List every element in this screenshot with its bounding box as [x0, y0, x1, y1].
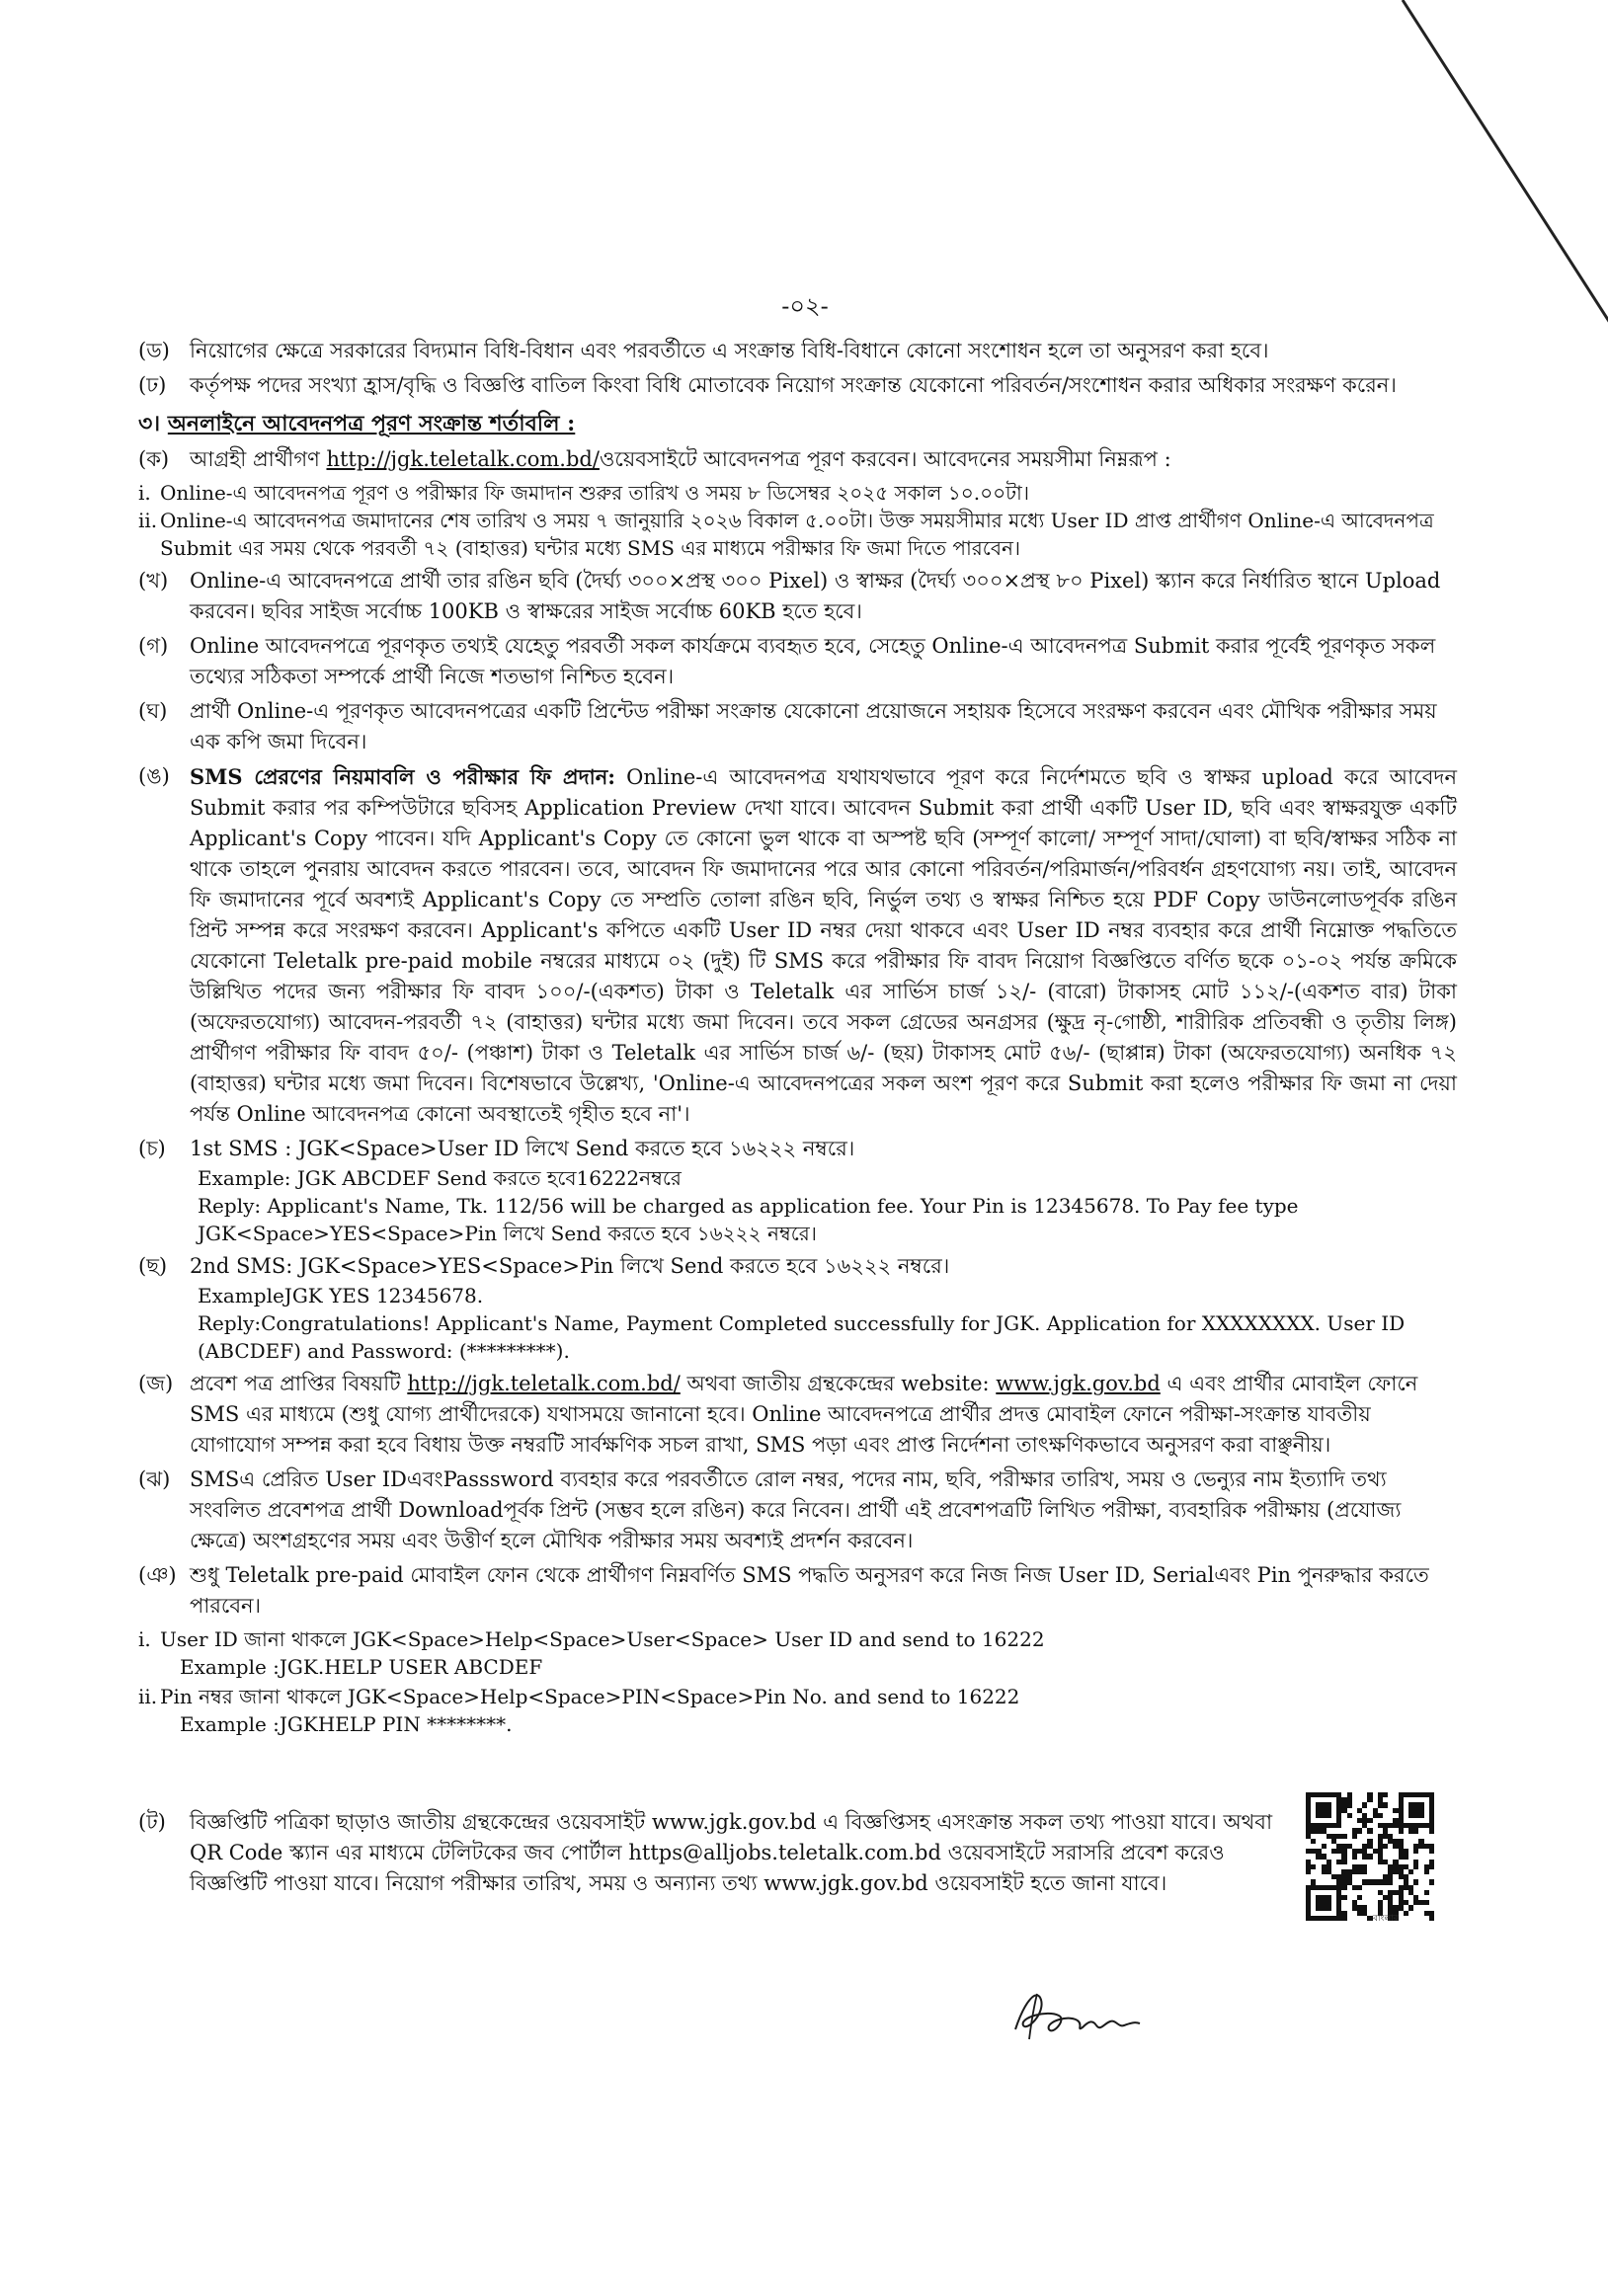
item-text: প্রার্থী Online-এ পূরণকৃত আবেদনপত্রের একটি প্রিন্টেড পরীক্ষা সংক্রান্ত যেকোনো প্রয়োজনে সহায়ক হিসেবে সংরক্ষণ করবেন এবং মৌখিক পরীক্ষার সময় এক কপি জমা দিবেন। [190, 699, 1437, 753]
qr-module [1347, 1813, 1352, 1818]
section-title: অনলাইনে আবেদনপত্র পূরণ সংক্রান্ত শর্তাবলি : [167, 411, 576, 436]
item-label: (ঞ) [138, 1563, 177, 1587]
qr-module [1327, 1905, 1331, 1910]
qr-module [1357, 1885, 1362, 1890]
qr-module [1424, 1869, 1429, 1874]
deadline-end [138, 507, 1457, 562]
item-text: কর্তৃপক্ষ পদের সংখ্যা হ্রাস/বৃদ্ধি ও বিজ্ঞপ্তি বাতিল কিংবা বিধি মোতাবেক নিয়োগ সংক্রান্ত যেকোনো পরিবর্তন/সংশোধন করার অধিকার সংরক্ষণ করেন। [190, 373, 1397, 397]
qr-module [1367, 1797, 1372, 1802]
qr-module [1429, 1864, 1434, 1869]
qr-module [1383, 1792, 1388, 1797]
qr-caption: বাংলার [1373, 1914, 1399, 1924]
qr-module [1322, 1844, 1327, 1849]
item-ka [138, 444, 1457, 475]
qr-module [1429, 1849, 1434, 1854]
item-label: (ড) [138, 339, 170, 362]
teletalk-link[interactable]: http://jgk.teletalk.com.bd/ [326, 447, 600, 471]
item-text: নিয়োগের ক্ষেত্রে সরকারের বিদ্যমান বিধি-বিধান এবং পরবর্তীতে এ সংক্রান্ত বিধি-বিধানে কোনো সংশোধন হলে তা অনুসরণ করা হবে। [190, 339, 1269, 362]
sms2-reply: Reply:Congratulations! Applicant's Name, Payment Completed successfully for JGK. Application for XXXXXXXX. User ID (ABCDEF) and Password: (*********). [198, 1311, 1406, 1363]
qr-module [1383, 1844, 1388, 1849]
item-label: (চ) [138, 1137, 166, 1160]
page-edge-line [1393, 0, 1608, 326]
roman-text: Online-এ আবেদনপত্র জমাদানের শেষ তারিখ ও সময় ৭ জানুয়ারি ২০২৬ বিকাল ৫.০০টা। উক্ত সময়সীমার মধ্যে User ID প্রাপ্ত প্রার্থীগণ Online-এ আবেদনপত্র Submit এর সময় থেকে পরবর্তী ৭২ (বাহাত্তর) ঘন্টার মধ্যে SMS এর মাধ্যমে পরীক্ষার ফি জমা দিতে পারবেন। [160, 509, 1434, 560]
retrieve-user-id [138, 1625, 1457, 1653]
qr-module [1357, 1895, 1362, 1900]
qr-module [1367, 1818, 1372, 1823]
section-heading [138, 407, 1457, 440]
qr-module [1367, 1854, 1372, 1859]
sms1-reply: Reply: Applicant's Name, Tk. 112/56 will be charged as application fee. Your Pin is 12345678. To Pay fee type JGK<Space>YES<Space>Pin লিখে Send করতে হবে ১৬২২২ নম্বরে। [198, 1194, 1299, 1245]
roman-text: Online-এ আবেদনপত্র পূরণ ও পরীক্ষার ফি জমাদান শুরুর তারিখ ও সময় ৮ ডিসেম্বর ২০২৫ সকাল ১০.০০টা। [160, 481, 1029, 505]
teletalk-link[interactable]: http://jgk.teletalk.com.bd/ [407, 1372, 681, 1395]
qr-module [1429, 1879, 1434, 1884]
qr-module [1383, 1802, 1388, 1807]
qr-module [1311, 1864, 1316, 1869]
qr-module [1404, 1911, 1408, 1916]
qr-module [1352, 1834, 1357, 1839]
item-nya [138, 1560, 1457, 1622]
item-gha [138, 696, 1457, 757]
item-cha [138, 1134, 1457, 1164]
item-label: (ঢ) [138, 373, 167, 397]
item-jha [138, 1465, 1457, 1556]
item-text: Online-এ আবেদনপত্রে প্রার্থী তার রঙিন ছবি (দৈর্ঘ্য ৩০০×প্রস্থ ৩০০ Pixel) ও স্বাক্ষর (দৈর্ঘ্য ৩০০×প্রস্থ ৮০ Pixel) স্ক্যান করে নির্ধারিত স্থানে Upload করবেন। ছবির সাইজ সর্বোচ্চ 100KB ও স্বাক্ষরের সাইজ সর্বোচ্চ 60KB হতে হবে। [190, 569, 1441, 623]
roman-label: i. [138, 481, 151, 505]
qr-module [1367, 1828, 1372, 1833]
qr-module [1341, 1885, 1346, 1890]
qr-module [1306, 1869, 1311, 1874]
roman-label: ii. [138, 1685, 158, 1708]
item-text-pre: আগ্রহী প্রার্থীগণ [190, 447, 320, 471]
signature-icon [1007, 1980, 1146, 2049]
qr-module [1408, 1869, 1413, 1874]
item-label: (গ) [138, 634, 169, 658]
item-label: (ঘ) [138, 699, 168, 723]
item-label: (ঙ) [138, 764, 170, 788]
item-ja [138, 1369, 1457, 1461]
item-kha [138, 566, 1457, 627]
item-label: (খ) [138, 569, 169, 593]
retrieve-pin [138, 1683, 1457, 1710]
item-label: (ছ) [138, 1254, 168, 1278]
qr-module [1429, 1828, 1434, 1833]
item-text: বিজ্ঞপ্তিটি পত্রিকা ছাড়াও জাতীয় গ্রন্থকেন্দ্রের ওয়েবসাইট www.jgk.gov.bd এ বিজ্ঞপ্তিসহ এসংক্রান্ত সকল তথ্য পাওয়া যাবে। অথবা QR Code স্ক্যান এর মাধ্যমে টেলিটকের জব পোর্টাল https@alljobs.teletalk.com.bd ওয়েবসাইটে সরাসরি প্রবেশ করেও বিজ্ঞপ্তিটি পাওয়া যাবে। নিয়োগ পরীক্ষার তারিখ, সময় ও অন্যান্য তথ্য www.jgk.gov.bd ওয়েবসাইট হতে জানা যাবে। [190, 1810, 1273, 1895]
deadline-start [138, 479, 1457, 507]
item-text: 2nd SMS: JGK<Space>YES<Space>Pin লিখে Send করতে হবে ১৬২২২ নম্বরে। [190, 1254, 950, 1278]
item-text-post: ওয়েবসাইটে আবেদনপত্র পূরণ করবেন। আবেদনের সময়সীমা নিম্নরূপ : [599, 447, 1171, 471]
item-dda [138, 336, 1457, 366]
item-ddha [138, 370, 1457, 401]
page-number: -০২- [781, 292, 829, 320]
qr-module [1413, 1828, 1418, 1833]
qr-module [1327, 1813, 1331, 1818]
qr-module [1341, 1895, 1346, 1900]
item-ga [138, 631, 1457, 692]
sms2-example: ExampleJGK YES 12345678. [198, 1284, 484, 1307]
qr-module [1341, 1916, 1346, 1921]
retrieve-user-id-example: Example :JGK.HELP USER ABCDEF [180, 1655, 543, 1679]
qr-module [1399, 1828, 1404, 1833]
qr-module [1378, 1813, 1383, 1818]
qr-module [1408, 1905, 1413, 1910]
qr-module [1341, 1834, 1346, 1839]
qr-module [1311, 1839, 1316, 1844]
item-chha [138, 1251, 1457, 1282]
qr-module [1388, 1879, 1393, 1884]
jgk-website-link[interactable]: www.jgk.gov.bd [996, 1372, 1161, 1395]
item-text: শুধু Teletalk pre-paid মোবাইল ফোন থেকে প্রার্থীগণ নিম্নবর্ণিত SMS পদ্ধতি অনুসরণ করে নিজ নিজ User ID, Serialএবং Pin পুনরুদ্ধার করতে পারবেন। [190, 1563, 1429, 1618]
retrieve-pin-example: Example :JGKHELP PIN ********. [180, 1712, 513, 1736]
sms-rules-heading: SMS প্রেরণের নিয়মাবলি ও পরীক্ষার ফি প্রদান: [190, 764, 615, 789]
qr-module [1429, 1916, 1434, 1921]
document-body [138, 336, 1457, 1740]
qr-module [1424, 1890, 1429, 1895]
item-text-mid: অথবা জাতীয় গ্রন্থকেন্দ্রের website: [686, 1372, 990, 1395]
qr-module [1357, 1828, 1362, 1833]
item-label: (ক) [138, 447, 170, 471]
qr-module [1362, 1869, 1367, 1874]
qr-module [1341, 1860, 1346, 1864]
qr-module [1362, 1802, 1367, 1807]
roman-text: Pin নম্বর জানা থাকলে JGK<Space>Help<Space>PIN<Space>Pin No. and send to 16222 [160, 1685, 1020, 1708]
item-uma [138, 761, 1457, 1130]
qr-module [1336, 1823, 1341, 1828]
qr-module [1367, 1916, 1372, 1921]
item-text: Online-এ আবেদনপত্র যথাযথভাবে পূরণ করে নির্দেশমতে ছবি ও স্বাক্ষর upload করে আবেদন Submit করার পর কম্পিউটারে ছবিসহ Application Preview দেখা যাবে। আবেদন Submit করা প্রার্থী একটি User ID, ছবি এবং স্বাক্ষরযুক্ত একটি Applicant's Copy পাবেন। যদি Applicant's Copy তে কোনো ভুল থাকে বা অস্পষ্ট ছবি (সম্পূর্ণ কালো/ সম্পূর্ণ সাদা/ঘোলা) বা ছবি/স্বাক্ষর সঠিক না থাকে তাহলে পুনরায় আবেদন করতে পারবেন। তবে, আবেদন ফি জমাদানের পরে আর কোনো পরিবর্তন/পরিমার্জন/পরিবর্ধন গ্রহণযোগ্য নয়। তাই, আবেদন ফি জমাদানের পূর্বে অবশ্যই Applicant's Copy তে সম্প্রতি তোলা রঙিন ছবি, নির্ভুল তথ্য ও স্বাক্ষর নিশ্চিত হয়ে PDF Copy ডাউনলোডপূর্বক রঙিন প্রিন্ট সম্পন্ন করে সংরক্ষণ করবেন। Applicant's কপিতে একটি User ID নম্বর দেয়া থাকবে এবং User ID নম্বর ব্যবহার করে প্রার্থী নিম্নোক্ত পদ্ধতিতে যেকোনো Teletalk pre-paid mobile নম্বরের মাধ্যমে ০২ (দুই) টি SMS করে পরীক্ষার ফি বাবদ নিয়োগ বিজ্ঞপ্তিতে বর্ণিত ছকে ০১-০২ পর্যন্ত ক্রমিকে উল্লিখিত পদের জন্য পরীক্ষার ফি বাবদ ১০০/-(একশত) টাকা ও Teletalk এর সার্ভিস চার্জ ১২/- (বারো) টাকাসহ মোট ১১২/-(একশত বার) টাকা (অফেরতযোগ্য) আবেদন-পরবর্তী ৭২ (বাহাত্তর) ঘন্টার মধ্যে জমা দিবেন। তবে সকল গ্রেডের অনগ্রসর (ক্ষুদ্র নৃ-গোষ্ঠী, শারীরিক প্রতিবন্ধী ও তৃতীয় লিঙ্গ) প্রার্থীগণ পরীক্ষার ফি বাবদ ৫০/- (পঞ্চাশ) টাকা ও Teletalk এর সার্ভিস চার্জ ৬/- (ছয়) টাকাসহ মোট ৫৬/- (ছাপ্পান্ন) টাকা (অফেরতযোগ্য) অনধিক ৭২ (বাহাত্তর) ঘন্টার মধ্যে জমা দিবেন। বিশেষভাবে উল্লেখ্য, 'Online-এ আবেদনপত্রের সকল অংশ পূরণ করে Submit করা হলেও পরীক্ষার ফি জমা না দেয়া পর্যন্ত Online আবেদনপত্র কোনো অবস্থাতেই গৃহীত হবে না'। [190, 765, 1457, 1126]
item-text: Online আবেদনপত্রে পূরণকৃত তথ্যই যেহেতু পরবর্তী সকল কার্যক্রমে ব্যবহৃত হবে, সেহেতু Online-এ আবেদনপত্র Submit করার পূর্বেই পূরণকৃত সকল তথ্যের সঠিকতা সম্পর্কে প্রার্থী নিজে শতভাগ নিশ্চিত হবেন। [190, 634, 1436, 688]
qr-module [1413, 1879, 1418, 1884]
qr-code-icon[interactable] [1306, 1792, 1434, 1921]
qr-module [1413, 1849, 1418, 1854]
item-text-post: এ এবং প্রার্থীর মোবাইল ফোনে SMS এর মাধ্যমে (শুধু যোগ্য প্রার্থীদেরকে) যথাসময়ে জানানো হবে। Online আবেদনপত্রে প্রার্থীর প্রদত্ত মোবাইল ফোনে পরীক্ষা-সংক্রান্ত যাবতীয় যোগাযোগ সম্পন্ন করা হবে বিধায় উক্ত নম্বরটি সার্বক্ষণিক সচল রাখা, SMS পড়া এবং প্রাপ্ত নির্দেশনা তাৎক্ষণিকভাবে অনুসরণ করা বাঞ্ছনীয়। [190, 1372, 1418, 1457]
qr-module [1347, 1802, 1352, 1807]
qr-module [1413, 1864, 1418, 1869]
sms1-example: Example: JGK ABCDEF Send করতে হবে16222নম্বরে [198, 1166, 682, 1190]
roman-text: User ID জানা থাকলে JGK<Space>Help<Space>User<Space> User ID and send to 16222 [160, 1627, 1045, 1651]
item-text-pre: প্রবেশ পত্র প্রাপ্তির বিষয়টি [190, 1372, 401, 1395]
roman-label: i. [138, 1627, 151, 1651]
qr-module [1404, 1854, 1408, 1859]
item-label: (ট) [138, 1810, 166, 1834]
qr-module [1418, 1813, 1423, 1818]
item-tta [138, 1807, 1306, 1899]
item-text: 1st SMS : JGK<Space>User ID লিখে Send করতে হবে ১৬২২২ নম্বরে। [190, 1137, 855, 1160]
item-label: (ঝ) [138, 1467, 171, 1491]
qr-module [1352, 1854, 1357, 1859]
roman-label: ii. [138, 509, 158, 532]
item-label: (জ) [138, 1372, 174, 1395]
item-text: SMSএ প্রেরিত User IDএবংPasssword ব্যবহার করে পরবর্তীতে রোল নম্বর, পদের নাম, ছবি, পরীক্ষার তারিখ, সময় ও ভেন্যুর নাম ইত্যাদি তথ্য সংবলিত প্রবেশপত্র প্রার্থী Downloadপূর্বক প্রিন্ট (সম্ভব হলে রঙিন) করে নিবেন। প্রার্থী এই প্রবেশপত্রটি লিখিত পরীক্ষা, ব্যবহারিক পরীক্ষায় (প্রযোজ্য ক্ষেত্রে) অংশগ্রহণের সময় এবং উত্তীর্ণ হলে মৌখিক পরীক্ষার সময় অবশ্যই প্রদর্শন করবেন। [190, 1467, 1402, 1552]
qr-module [1424, 1900, 1429, 1905]
section-number: ৩। [138, 411, 161, 436]
